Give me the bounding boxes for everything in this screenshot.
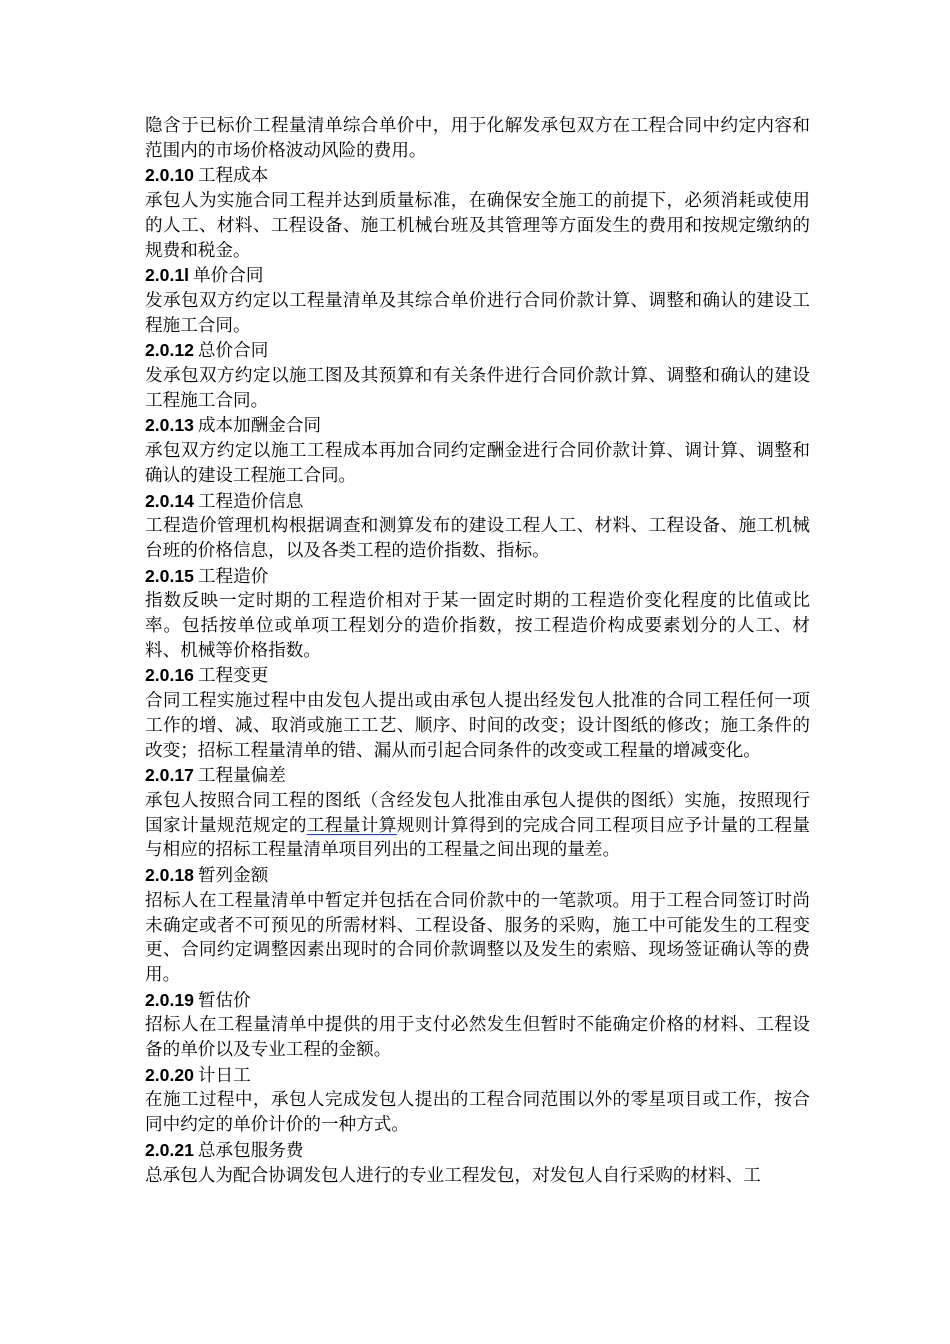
term-definition: 发承包双方约定以工程量清单及其综合单价进行合同价款计算、调整和确认的建设工程施工合同。 [145,290,810,336]
engineering-quantity-calculation-link[interactable]: 工程量计算 [306,815,397,836]
entry-2-0-20 [145,1063,810,1138]
term-heading [145,1063,810,1089]
term-definition: 合同工程实施过程中由发包人提出或由承包人提出经发包人批准的合同工程任何一项工作的增、减、取消或施工工艺、顺序、时间的改变；设计图纸的修改；施工条件的改变；招标工程量清单的错、漏从而引起合同条件的改变或工程量的增减变化。 [145,691,810,761]
term-heading [145,988,810,1014]
term-number: 2.0.13 [145,415,194,436]
term-number: 2.0.14 [145,490,194,511]
term-definition: 承包双方约定以施工工程成本再加合同约定酬金进行合同价款计算、调计算、调整和确认的建设工程施工合同。 [145,441,810,486]
entry-2-0-15 [145,564,810,664]
term-number: 2.0.21 [145,1139,194,1160]
term-title: 工程造价 [197,566,269,587]
term-definition [145,789,810,863]
term-definition: 在施工过程中，承包人完成发包人提出的工程合同范围以外的零星项目或工作，按合同中约定的单价计价的一种方式。 [145,1090,810,1136]
entry-2-0-14 [145,489,810,564]
term-heading [145,863,810,889]
term-definition: 招标人在工程量清单中提供的用于支付必然发生但暂时不能确定价格的材料、工程设备的单价以及专业工程的金额。 [145,1015,810,1061]
term-heading [145,338,810,364]
definition-text: 承包人按照合同工程的图纸（含经发包人批准由承包人提供的图纸）实施，按照现行国家计量规范规定的 [145,790,810,836]
entry-2-0-19 [145,988,810,1063]
term-title: 计日工 [197,1065,251,1086]
term-number: 2.0.19 [145,989,194,1010]
term-title: 总承包服务费 [197,1140,304,1161]
term-heading [145,413,810,439]
definition-text: 规则计算得到的完成合同工程项目应予计量的工程量与相应的招标工程量清单项目列出的工程量之间出现的量差。 [145,815,810,861]
term-number: 2.0.16 [145,665,194,686]
term-definition: 承包人为实施合同工程并达到质量标准，在确保安全施工的前提下，必须消耗或使用的人工、材料、工程设备、施工机械台班及其管理等方面发生的费用和按规定缴纳的规费和税金。 [145,191,810,261]
term-definition: 工程造价管理机构根据调查和测算发布的建设工程人工、材料、工程设备、施工机械台班的价格信息，以及各类工程的造价指数、指标。 [145,516,810,561]
term-number: 2.0.15 [145,565,194,586]
term-title: 总价合同 [197,341,269,362]
term-title: 工程成本 [197,166,269,187]
term-heading [145,1138,810,1164]
entry-2-0-12 [145,338,810,413]
term-heading [145,663,810,689]
term-definition: 总承包人为配合协调发包人进行的专业工程发包，对发包人自行采购的材料、工 [145,1165,761,1186]
entry-2-0-18 [145,863,810,988]
term-number: 2.0.17 [145,765,194,786]
term-number: 2.0.20 [145,1064,194,1085]
term-title: 暂列金额 [197,866,269,887]
term-title: 工程造价信息 [197,491,304,512]
term-number: 2.0.12 [145,340,194,361]
term-title: 工程量偏差 [197,766,286,787]
term-title: 工程变更 [197,666,269,687]
term-title: 暂估价 [197,990,251,1011]
entry-2-0-16 [145,663,810,763]
term-heading [145,489,810,515]
entry-2-0-10 [145,163,810,263]
entry-2-0-13 [145,413,810,488]
term-heading [145,564,810,590]
entry-2-0-21 [145,1138,810,1188]
document-page [145,114,810,1188]
intro-paragraph: 隐含于已标价工程量清单综合单价中，用于化解发承包双方在工程合同中约定内容和范围内的市场价格波动风险的费用。 [145,116,810,161]
term-number: 2.0.1l [145,265,190,286]
term-heading [145,763,810,789]
term-heading [145,163,810,189]
term-definition: 指数反映一定时期的工程造价相对于某一固定时期的工程造价变化程度的比值或比率。包括按单位或单项工程划分的造价指数，按工程造价构成要素划分的人工、材料、机械等价格指数。 [145,591,810,661]
term-definition: 发承包双方约定以施工图及其预算和有关条件进行合同价款计算、调整和确认的建设工程施工合同。 [145,366,810,411]
term-title: 成本加酬金合同 [197,416,322,437]
entry-2-0-17 [145,763,810,863]
term-definition: 招标人在工程量清单中暂定并包括在合同价款中的一笔款项。用于工程合同签订时尚未确定或者不可预见的所需材料、工程设备、服务的采购，施工中可能发生的工程变更、合同约定调整因素出现时的合同价款调整以及发生的索赔、现场签证确认等的费用。 [145,890,810,985]
term-heading [145,263,810,289]
term-title: 单价合同 [193,266,264,287]
term-number: 2.0.18 [145,865,194,886]
term-number: 2.0.10 [145,165,194,186]
entry-2-0-11 [145,263,810,338]
